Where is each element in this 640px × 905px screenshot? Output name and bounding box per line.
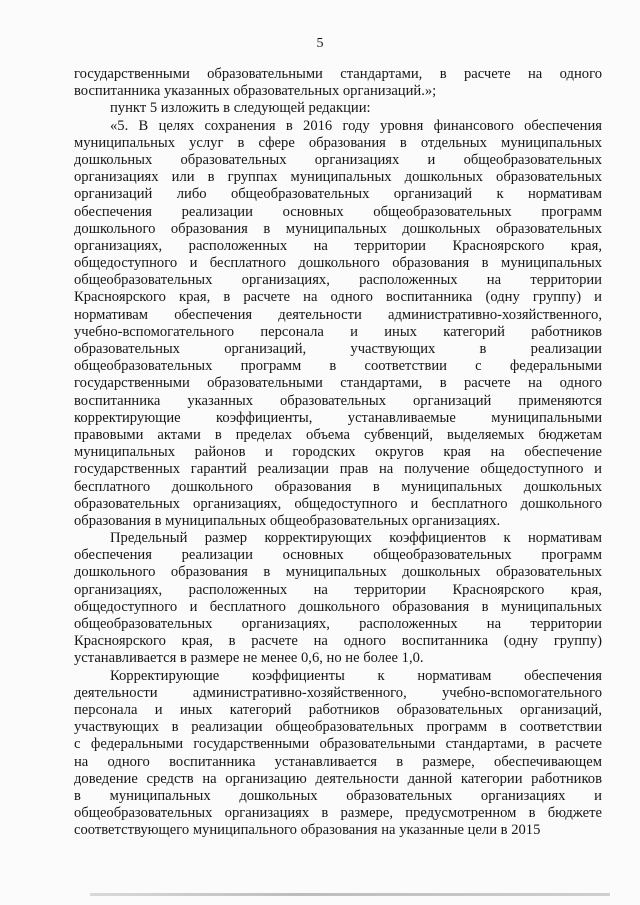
text-line: общеобразовательных программ в соответствии с федеральными bbox=[74, 358, 602, 375]
text-line: деятельности административно-хозяйственного, учебно-вспомогательного bbox=[74, 684, 602, 701]
text-line: пункт 5 изложить в следующей редакции: bbox=[110, 100, 371, 117]
text-line: в муниципальных дошкольных образовательных организациях и bbox=[74, 787, 602, 804]
text-line: организаций либо общеобразовательных организаций к нормативам bbox=[74, 186, 602, 203]
paragraph bbox=[74, 66, 602, 100]
text-line: соответствующего муниципального образования на указанные цели в 2015 bbox=[74, 822, 541, 839]
text-line: доведение средств на организацию деятельности данной категории работников bbox=[74, 770, 602, 787]
text-line: Красноярского края, в расчете на одного воспитанника (одну группу) и bbox=[74, 289, 602, 306]
text-line: с федеральными государственными образовательными стандартами, в расчете bbox=[74, 736, 602, 753]
text-line: муниципальных услуг в сфере образования в отдельных муниципальных bbox=[74, 134, 602, 151]
text-line: бесплатного дошкольного образования в муниципальных дошкольных bbox=[74, 478, 602, 495]
text-line: образования в муниципальных общеобразовательных организациях. bbox=[74, 512, 501, 529]
text-line: дошкольного образования в муниципальных дошкольных образовательных bbox=[74, 220, 602, 237]
text-line: устанавливается в размере не менее 0,6, но не более 1,0. bbox=[74, 650, 424, 667]
text-line: на одного воспитанника устанавливается в размере, обеспечивающем bbox=[74, 753, 602, 770]
paragraph bbox=[74, 118, 602, 531]
text-line: государственных гарантий реализации прав на получение общедоступного и bbox=[74, 461, 602, 478]
text-line: общедоступного и бесплатного дошкольного образования в муниципальных bbox=[74, 598, 602, 615]
document-body bbox=[74, 66, 602, 839]
text-line: общедоступного и бесплатного дошкольного образования в муниципальных bbox=[74, 255, 602, 272]
paragraph bbox=[74, 100, 602, 117]
text-line: организациях, расположенных на территории Красноярского края, bbox=[74, 581, 602, 598]
text-line: Красноярского края, в расчете на одного воспитанника (одну группу) bbox=[74, 633, 602, 650]
text-line: правовыми актами в пределах объема субвенций, выделяемых бюджетам bbox=[74, 426, 602, 443]
text-line: дошкольных образовательных организациях и общеобразовательных bbox=[74, 151, 602, 168]
text-line: государственными образовательными стандартами, в расчете на одного bbox=[74, 66, 602, 82]
text-line: образовательных организациях, общедоступного и бесплатного дошкольного bbox=[74, 495, 602, 512]
text-line: общеобразовательных организациях в размере, предусмотренном в бюджете bbox=[74, 805, 602, 822]
text-line: участвующих в реализации общеобразовательных программ в соответствии bbox=[74, 719, 602, 736]
text-line: образовательных организаций, участвующих в реализации bbox=[74, 341, 602, 357]
text-line: воспитанника указанных образовательных организаций применяются bbox=[74, 392, 602, 409]
text-line: обеспечения реализации основных общеобразовательных программ bbox=[74, 547, 602, 564]
text-line: организациях, расположенных на территории Красноярского края, bbox=[74, 237, 602, 254]
text-line: Корректирующие коэффициенты к нормативам обеспечения bbox=[110, 667, 602, 684]
text-line: персонала и иных категорий работников образовательных организаций, bbox=[74, 701, 602, 718]
text-line: организациях или в группах муниципальных дошкольных образовательных bbox=[74, 169, 602, 186]
text-line: корректирующие коэффициенты, устанавливаемые муниципальными bbox=[74, 409, 602, 426]
paragraph bbox=[74, 668, 602, 840]
text-line: общеобразовательных организациях, расположенных на территории bbox=[74, 272, 602, 289]
text-line: нормативам обеспечения деятельности административно-хозяйственного, bbox=[74, 306, 602, 323]
text-line: дошкольного образования в муниципальных дошкольных образовательных bbox=[74, 564, 602, 581]
text-line: «5. В целях сохранения в 2016 году уровня финансового обеспечения bbox=[110, 117, 602, 134]
scan-edge-line bbox=[90, 893, 610, 896]
text-line: муниципальных районов и городских округов края на обеспечение bbox=[74, 444, 602, 461]
text-line: государственными образовательными стандартами, в расчете на одного bbox=[74, 375, 602, 392]
text-line: учебно-вспомогательного персонала и иных категорий работников bbox=[74, 323, 602, 340]
text-line: воспитанника указанных образовательных организаций.»; bbox=[74, 83, 437, 100]
text-line: Предельный размер корректирующих коэффициентов к нормативам bbox=[110, 530, 602, 547]
paragraph bbox=[74, 530, 602, 668]
text-line: обеспечения реализации основных общеобразовательных программ bbox=[74, 203, 602, 220]
text-line: общеобразовательных организациях, расположенных на территории bbox=[74, 616, 602, 632]
page-number: 5 bbox=[316, 36, 324, 51]
